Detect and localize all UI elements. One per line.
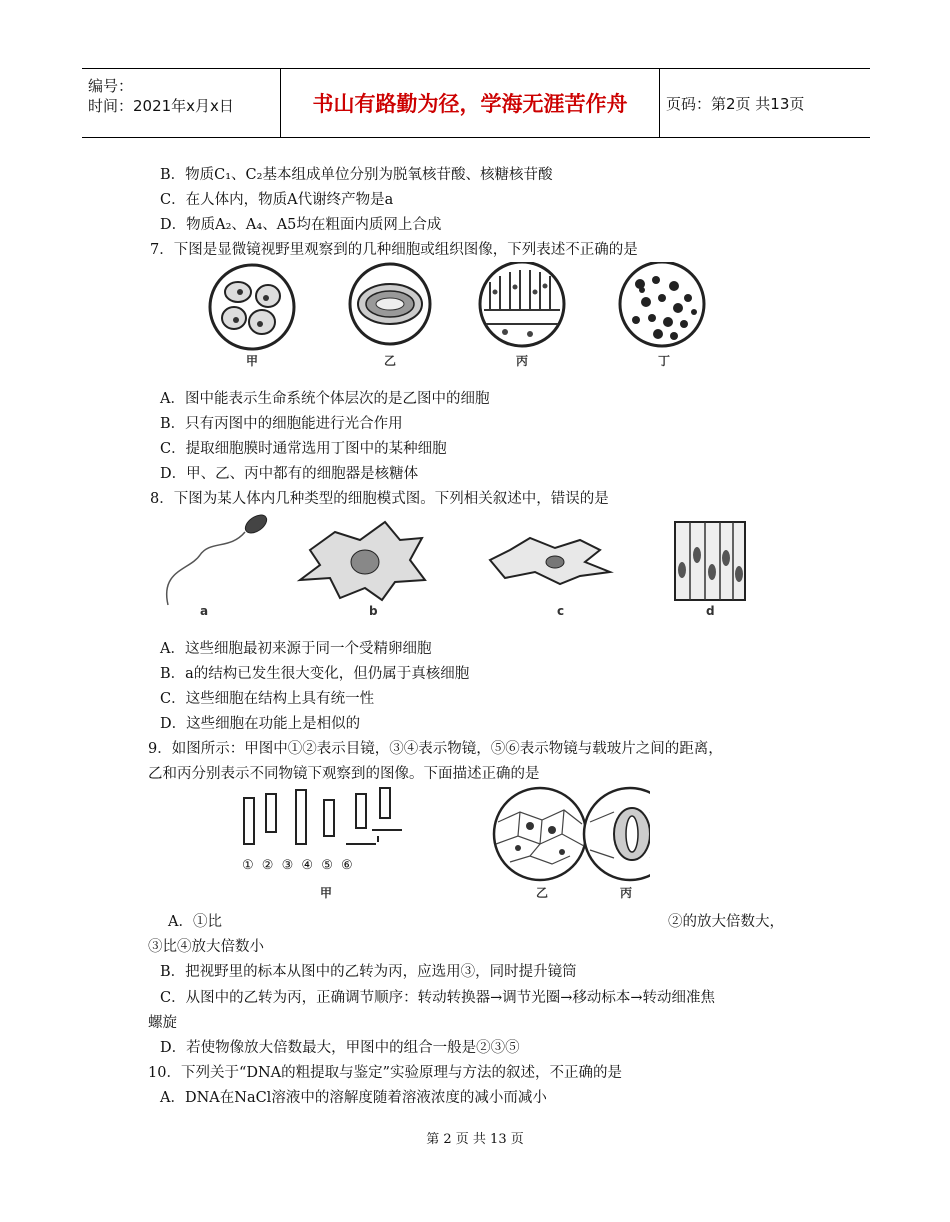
q9-figure (230, 782, 650, 902)
lens-label-4: ④ (301, 858, 316, 873)
number-label: 编号： (88, 77, 134, 95)
q9-option-b: B．把视野里的标本从图中的乙转为丙，应选用③，同时提升镜筒 (160, 964, 577, 980)
q8-caption-d: d (706, 604, 715, 618)
page-info: 页码：第2页 共13页 (666, 94, 805, 113)
q9-option-a-right: ②的放大倍数大， (668, 914, 784, 930)
q6-option-d: D．物质A₂、A₄、A5均在粗面内质网上合成 (160, 217, 442, 233)
cell-image-jia (210, 265, 294, 349)
q9-caption-bing: 丙 (620, 886, 633, 900)
q8-option-b: B．a的结构已发生很大变化，但仍属于真核细胞 (160, 666, 470, 682)
q8-caption-a: a (200, 604, 209, 618)
date-label: 时间：2021年x月x日 (88, 97, 234, 115)
motto: 书山有路勤为径，学海无涯苦作舟 (280, 69, 660, 137)
q7-stem: 7．下图是显微镜视野里观察到的几种细胞或组织图像，下列表述不正确的是 (150, 242, 638, 258)
cell-image-bing (480, 262, 564, 346)
page-header (82, 68, 870, 138)
q10-option-a: A．DNA在NaCl溶液中的溶解度随着溶液浓度的减小而减小 (160, 1090, 547, 1106)
microscope-view-yi (494, 788, 586, 880)
lens-label-2: ② (261, 858, 276, 873)
cell-image-yi (350, 264, 430, 344)
q10-stem: 10．下列关于“DNA的粗提取与鉴定”实验原理与方法的叙述，不正确的是 (148, 1065, 623, 1081)
q9-stem-line2: 乙和丙分别表示不同物镜下观察到的图像。下面描述正确的是 (148, 766, 540, 782)
cell-image-a (167, 511, 270, 605)
q8-figure (160, 510, 760, 610)
q9-stem-line1: 9．如图所示：甲图中①②表示目镜，③④表示物镜，⑤⑥表示物镜与载玻片之间的距离， (148, 741, 723, 757)
lens-label-6: ⑥ (340, 858, 355, 873)
lens-diagram-jia (244, 788, 402, 844)
q7-caption-bing: 丙 (516, 354, 529, 368)
q9-option-a-left: A．①比 (168, 914, 222, 930)
cell-image-b (300, 522, 425, 600)
q9-option-c-cont: 螺旋 (148, 1015, 177, 1031)
q7-option-b: B．只有丙图中的细胞能进行光合作用 (160, 416, 403, 432)
q8-caption-c: c (557, 604, 565, 618)
q7-option-a: A．图中能表示生命系统个体层次的是乙图中的细胞 (160, 391, 490, 407)
header-left (82, 69, 280, 137)
q7-figure (200, 262, 720, 372)
q9-caption-yi: 乙 (536, 886, 549, 900)
cell-image-ding (620, 262, 704, 346)
lens-label-3: ③ (281, 858, 296, 873)
q7-caption-ding: 丁 (658, 354, 671, 368)
q9-option-d: D．若使物像放大倍数最大，甲图中的组合一般是②③⑤ (160, 1040, 520, 1056)
q6-option-c: C．在人体内，物质A代谢终产物是a (160, 192, 394, 208)
q6-option-b: B．物质C₁、C₂基本组成单位分别为脱氧核苷酸、核糖核苷酸 (160, 167, 553, 183)
cell-image-d (675, 522, 745, 600)
q7-caption-jia: 甲 (246, 354, 259, 368)
q9-option-a-cont: ③比④放大倍数小 (148, 939, 264, 955)
lens-label-1: ① (242, 858, 256, 873)
lens-labels (242, 858, 355, 873)
cell-image-c (490, 538, 610, 584)
lens-label-5: ⑤ (321, 858, 335, 873)
q8-option-d: D．这些细胞在功能上是相似的 (160, 716, 361, 732)
q8-option-c: C．这些细胞在结构上具有统一性 (160, 691, 375, 707)
microscope-view-bing (584, 788, 650, 880)
q7-caption-yi: 乙 (384, 354, 397, 368)
q8-caption-b: b (369, 604, 378, 618)
q9-caption-jia: 甲 (320, 886, 333, 900)
q8-option-a: A．这些细胞最初来源于同一个受精卵细胞 (160, 641, 432, 657)
q7-option-d: D．甲、乙、丙中都有的细胞器是核糖体 (160, 466, 419, 482)
page-footer: 第 2 页 共 13 页 (426, 1132, 524, 1147)
q9-option-c: C．从图中的乙转为丙，正确调节顺序：转动转换器→调节光圈→移动标本→转动细准焦 (160, 990, 716, 1006)
q7-option-c: C．提取细胞膜时通常选用丁图中的某种细胞 (160, 441, 447, 457)
q8-stem: 8．下图为某人体内几种类型的细胞模式图。下列相关叙述中，错误的是 (150, 491, 609, 507)
